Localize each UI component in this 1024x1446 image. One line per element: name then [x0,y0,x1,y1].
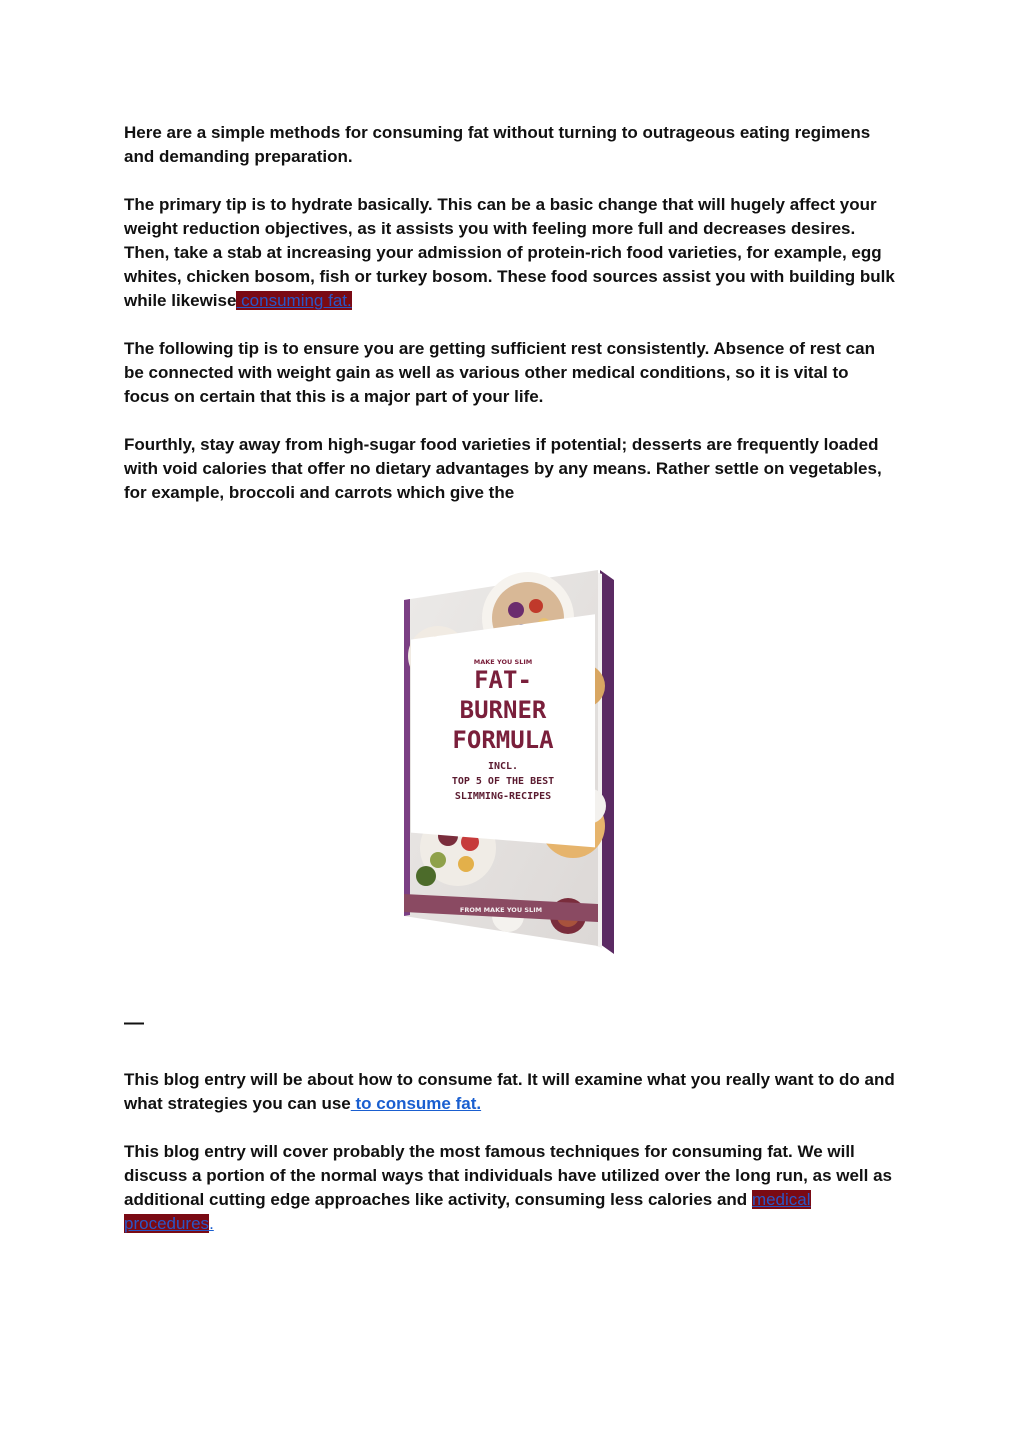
tip2-paragraph: Then, take a stab at increasing your admission of protein-rich food varieties, for example, egg whites, chicken bosom, fish or turkey bosom. These food sources assist you with building bulk [124,243,895,286]
cover-title-line2: BURNER [459,696,547,724]
blog2-paragraph [124,1140,896,1236]
cover-brand-text: MAKE YOU SLIM [473,658,533,666]
ebook-cover-svg [398,566,620,958]
cover-sub-line1: INCL. [487,761,519,772]
consuming-fat-link[interactable]: consuming fat. [236,291,352,310]
tip3-paragraph: The following tip is to ensure you are getting sufficient rest consistently. Absence of rest can be connected with weight gain as well as various other medical conditions, so it is vital to focus on certain that this is a major part of your life. [124,339,875,406]
medical-procedures-link-tail[interactable]: . [209,1214,214,1233]
intro-paragraph: Here are a simple methods for consuming fat without turning to outrageous eating regimens and demanding preparation. [124,123,871,166]
cover-title-line1: FAT- [474,666,532,694]
blog-section [124,1068,896,1236]
spacer [124,169,896,193]
spacer [124,409,896,433]
cover-sub-line3: SLIMMING-RECIPES [454,791,552,802]
ebook-cover-image [398,566,620,958]
blog1-text: This blog entry will be about how to consume fat. It will examine what you really want to do and what strategies you can use [124,1070,895,1113]
cover-title-line3: FORMULA [452,726,554,754]
spacer [124,1116,896,1140]
spacer [124,313,896,337]
divider-dash: — [124,1012,144,1034]
blog2-text: This blog entry will cover probably the most famous techniques for consuming fat. We will discuss a portion of the normal ways that individuals have utilized over the long run, as well as additional cutting edge approaches like activity, consuming less calories and [124,1142,892,1209]
tip1-paragraph: The primary tip is to hydrate basically. This can be a basic change that will hugely affect your weight reduction objectives, as it assists you with feeling more full and decreases desires. [124,195,877,238]
cover-sub-line2: TOP 5 OF THE BEST [451,776,555,787]
document-body [124,121,896,505]
to-consume-fat-link[interactable]: to consume fat. [350,1094,482,1113]
medical-procedures-link[interactable]: medical procedures [124,1190,811,1233]
tip2-tail-line [124,289,896,313]
cover-footer-text: FROM MAKE YOU SLIM [459,906,543,914]
tip4-paragraph: Fourthly, stay away from high-sugar food varieties if potential; desserts are frequently loaded with void calories that offer no dietary advantages by any means. Rather settle on vegetables, for example, broccoli and carrots which give the [124,435,882,502]
blog1-paragraph [124,1068,896,1116]
tip2-tail-text: while likewise [124,291,237,310]
